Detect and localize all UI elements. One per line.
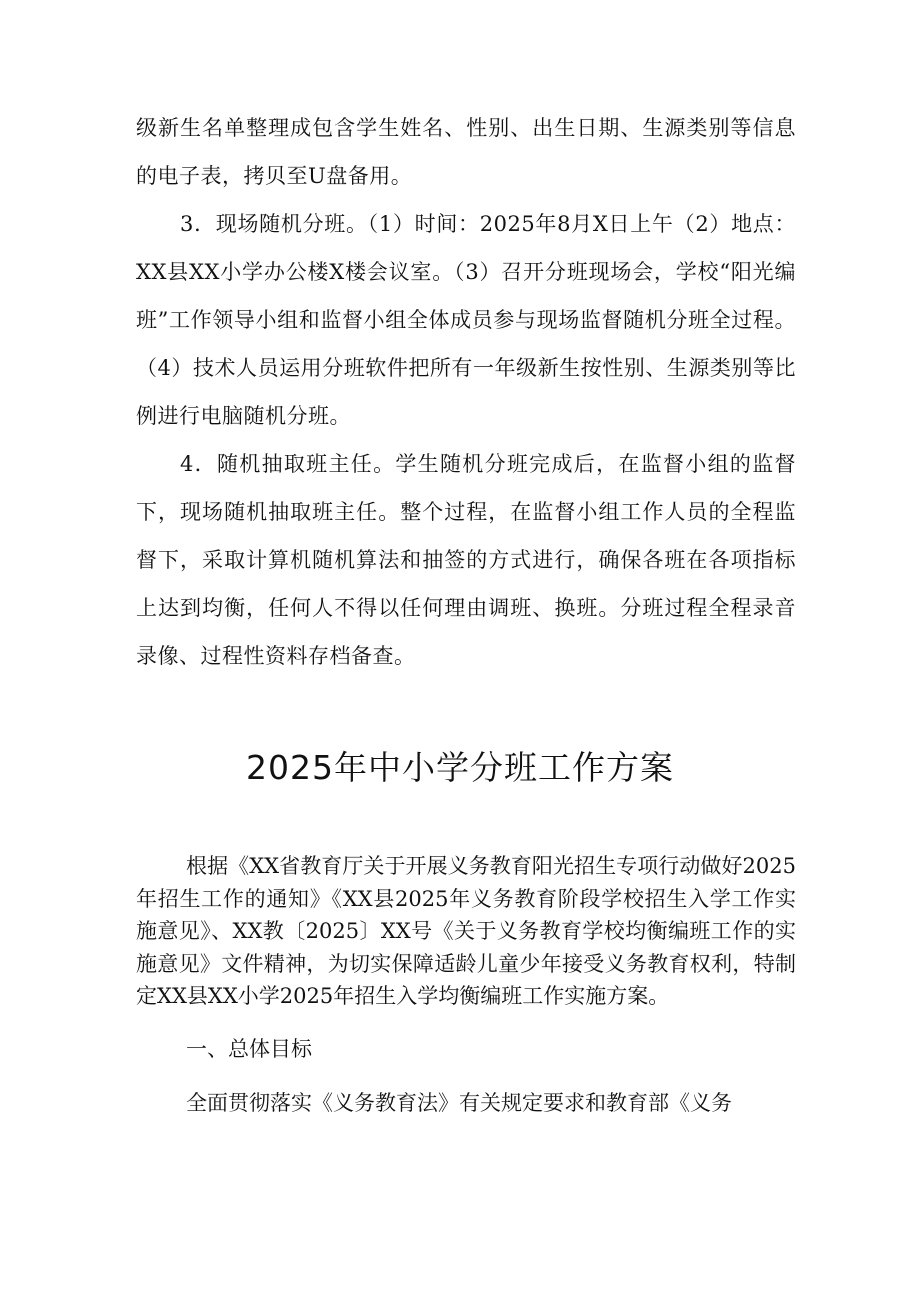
document-title: 2025年中小学分班工作方案 [246,748,674,787]
paragraph-random-head-teacher: 4．随机抽取班主任。学生随机分班完成后，在监督小组的监督下，现场随机抽取班主任。整个过程，在监督小组工作人员的全程监督下，采取计算机随机算法和抽签的方式进行，确保各班在各项指标上达到均衡，任何人不得以任何理由调班、换班。分班过程全程录音录像、过程性资料存档备查。 [136,452,796,668]
paragraph-intro: 根据《XX省教育厅关于开展义务教育阳光招生专项行动做好2025年招生工作的通知》《XX县2025年义务教育阶段学校招生入学工作实施意见》、XX教〔2025〕XX号《关于义务教育学校均衡编班工作的实施意见》文件精神，为切实保障适龄儿童少年接受义务教育权利，特制定XX县XX小学2025年招生入学均衡编班工作实施方案。 [136,854,796,1008]
paragraph-continuation: 级新生名单整理成包含学生姓名、性别、出生日期、生源类别等信息的电子表，拷贝至U盘备用。 [136,116,796,188]
paragraph-random-class-assignment: 3．现场随机分班。（1）时间：2025年8月X日上午（2）地点：XX县XX小学办公楼X楼会议室。（3）召开分班现场会，学校“阳光编班”工作领导小组和监督小组全体成员参与现场监督随机分班全过程。（4）技术人员运用分班软件把所有一年级新生按性别、生源类别等比例进行电脑随机分班。 [136,212,796,428]
plan-body [136,850,796,1119]
heading-overall-goal: 一、总体目标 [186,1036,312,1061]
paragraph-goal: 全面贯彻落实《义务教育法》有关规定要求和教育部《义务 [186,1090,732,1115]
previous-section-continuation [136,104,796,680]
